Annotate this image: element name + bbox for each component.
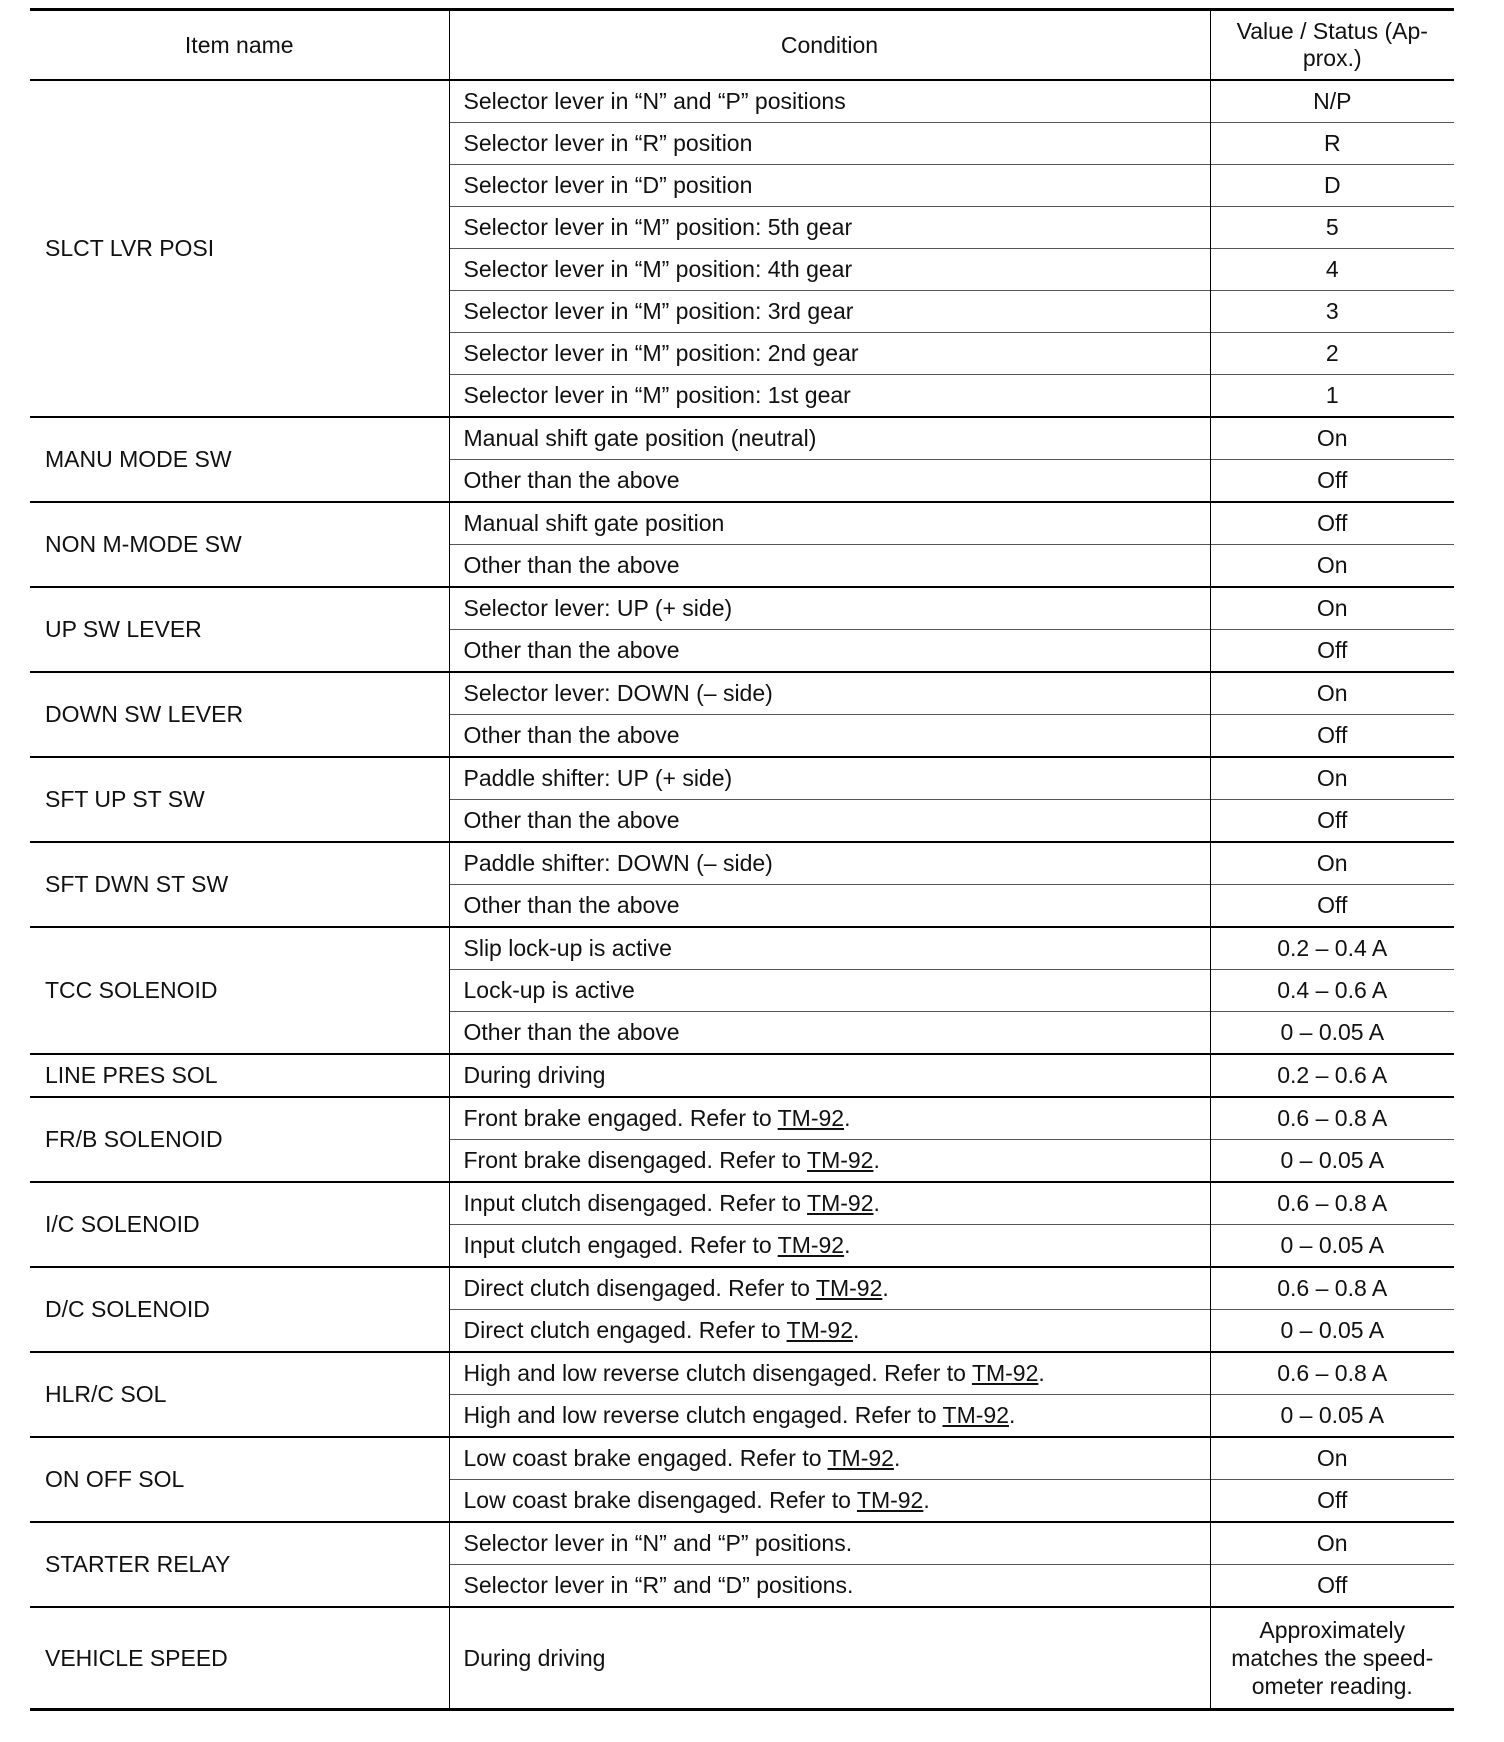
condition-suffix: .	[923, 1487, 930, 1513]
value-status-cell: Off	[1210, 1565, 1454, 1608]
condition-cell	[449, 1182, 1210, 1225]
condition-cell: Selector lever in “M” position: 3rd gear	[449, 291, 1210, 333]
value-status-cell: On	[1210, 757, 1454, 800]
condition-suffix: .	[844, 1232, 851, 1258]
item-name-cell: NON M-MODE SW	[30, 502, 449, 587]
table-row	[30, 80, 1454, 123]
value-status-cell: 0.6 – 0.8 A	[1210, 1267, 1454, 1310]
condition-cell: Other than the above	[449, 715, 1210, 758]
condition-suffix: .	[882, 1275, 889, 1301]
condition-cell: Manual shift gate position	[449, 502, 1210, 545]
condition-cell	[449, 1225, 1210, 1268]
table-row	[30, 672, 1454, 715]
condition-suffix: .	[853, 1317, 860, 1343]
reference-link[interactable]: TM-92	[827, 1445, 894, 1471]
value-status-cell: On	[1210, 587, 1454, 630]
condition-cell: During driving	[449, 1054, 1210, 1097]
condition-cell: Selector lever in “N” and “P” positions	[449, 80, 1210, 123]
item-name-cell: I/C SOLENOID	[30, 1182, 449, 1267]
table-row	[30, 1267, 1454, 1310]
header-condition: Condition	[449, 10, 1210, 81]
condition-cell: Lock-up is active	[449, 970, 1210, 1012]
condition-cell: Other than the above	[449, 885, 1210, 928]
table-row	[30, 1352, 1454, 1395]
table-row	[30, 587, 1454, 630]
header-value-status: Value / Status (Ap-prox.)	[1210, 10, 1454, 81]
reference-link[interactable]: TM-92	[815, 1275, 883, 1301]
condition-cell: Other than the above	[449, 630, 1210, 673]
table-row	[30, 842, 1454, 885]
condition-cell	[449, 1097, 1210, 1140]
condition-cell	[449, 1437, 1210, 1480]
value-status-cell: 2	[1210, 333, 1454, 375]
condition-cell: Other than the above	[449, 800, 1210, 843]
value-status-cell: 0 – 0.05 A	[1210, 1395, 1454, 1438]
reference-link[interactable]: TM-92	[942, 1402, 1009, 1428]
table-row	[30, 1182, 1454, 1225]
value-status-cell: 0.6 – 0.8 A	[1210, 1097, 1454, 1140]
item-name-cell: MANU MODE SW	[30, 417, 449, 502]
item-name-cell: ON OFF SOL	[30, 1437, 449, 1522]
value-status-cell: 3	[1210, 291, 1454, 333]
header-row	[30, 10, 1454, 81]
condition-cell	[449, 1480, 1210, 1523]
condition-cell: Selector lever in “M” position: 2nd gear	[449, 333, 1210, 375]
condition-cell: Slip lock-up is active	[449, 927, 1210, 970]
condition-text: Input clutch disengaged. Refer to	[463, 1190, 808, 1216]
value-status-cell: 1	[1210, 375, 1454, 418]
item-name-cell: FR/B SOLENOID	[30, 1097, 449, 1182]
value-status-cell: 5	[1210, 207, 1454, 249]
condition-cell: Manual shift gate position (neutral)	[449, 417, 1210, 460]
condition-suffix: .	[873, 1147, 880, 1173]
table-row	[30, 1054, 1454, 1097]
value-status-cell: Off	[1210, 800, 1454, 843]
value-status-cell: Off	[1210, 502, 1454, 545]
table-row	[30, 1437, 1454, 1480]
header-item-name: Item name	[30, 10, 449, 81]
item-name-cell: SLCT LVR POSI	[30, 80, 449, 417]
condition-suffix: .	[873, 1190, 880, 1216]
condition-cell: During driving	[449, 1607, 1210, 1710]
table-body	[30, 80, 1454, 1710]
value-status-cell: 0 – 0.05 A	[1210, 1012, 1454, 1055]
value-status-cell: Off	[1210, 460, 1454, 503]
condition-cell: Paddle shifter: DOWN (– side)	[449, 842, 1210, 885]
condition-cell: Selector lever in “M” position: 4th gear	[449, 249, 1210, 291]
value-status-cell: 0.2 – 0.6 A	[1210, 1054, 1454, 1097]
value-status-cell: On	[1210, 842, 1454, 885]
condition-cell	[449, 1310, 1210, 1353]
condition-cell: Selector lever in “D” position	[449, 165, 1210, 207]
value-status-cell: On	[1210, 545, 1454, 588]
condition-cell: Selector lever in “N” and “P” positions.	[449, 1522, 1210, 1565]
item-name-cell: SFT DWN ST SW	[30, 842, 449, 927]
value-status-cell: Off	[1210, 1480, 1454, 1523]
value-status-cell: R	[1210, 123, 1454, 165]
condition-cell	[449, 1140, 1210, 1183]
reference-link[interactable]: TM-92	[786, 1317, 853, 1343]
condition-cell	[449, 1352, 1210, 1395]
condition-text: High and low reverse clutch engaged. Refer to	[463, 1402, 943, 1428]
item-name-cell: DOWN SW LEVER	[30, 672, 449, 757]
value-status-cell: On	[1210, 672, 1454, 715]
condition-cell: Selector lever in “R” position	[449, 123, 1210, 165]
item-name-cell: STARTER RELAY	[30, 1522, 449, 1607]
reference-link[interactable]: TM-92	[777, 1232, 845, 1258]
table-row	[30, 927, 1454, 970]
item-name-cell: LINE PRES SOL	[30, 1054, 449, 1097]
condition-text: Direct clutch disengaged. Refer to	[463, 1275, 816, 1301]
table-row	[30, 1097, 1454, 1140]
condition-cell: Selector lever: UP (+ side)	[449, 587, 1210, 630]
table-row	[30, 502, 1454, 545]
value-status-cell: N/P	[1210, 80, 1454, 123]
condition-cell	[449, 1395, 1210, 1438]
value-status-cell: On	[1210, 1522, 1454, 1565]
reference-link[interactable]: TM-92	[777, 1105, 845, 1131]
value-status-cell: 4	[1210, 249, 1454, 291]
condition-suffix: .	[893, 1445, 901, 1471]
table-row	[30, 1522, 1454, 1565]
item-name-cell: D/C SOLENOID	[30, 1267, 449, 1352]
condition-cell: Other than the above	[449, 1012, 1210, 1055]
condition-cell: Other than the above	[449, 460, 1210, 503]
condition-suffix: .	[1038, 1360, 1045, 1386]
table-row	[30, 757, 1454, 800]
reference-link[interactable]: TM-92	[856, 1487, 924, 1513]
value-status-cell: On	[1210, 1437, 1454, 1480]
condition-suffix: .	[844, 1105, 851, 1131]
value-status-cell: Off	[1210, 885, 1454, 928]
item-name-cell: TCC SOLENOID	[30, 927, 449, 1054]
value-status-cell: D	[1210, 165, 1454, 207]
condition-cell: Selector lever: DOWN (– side)	[449, 672, 1210, 715]
value-status-cell: On	[1210, 417, 1454, 460]
value-status-cell: 0.2 – 0.4 A	[1210, 927, 1454, 970]
table-row	[30, 417, 1454, 460]
condition-text: Direct clutch engaged. Refer to	[463, 1317, 787, 1343]
value-status-cell: 0.6 – 0.8 A	[1210, 1352, 1454, 1395]
value-status-cell: Off	[1210, 715, 1454, 758]
value-status-cell: 0 – 0.05 A	[1210, 1310, 1454, 1353]
value-status-cell: 0.4 – 0.6 A	[1210, 970, 1454, 1012]
condition-cell: Other than the above	[449, 545, 1210, 588]
data-monitor-table	[30, 8, 1454, 1711]
condition-suffix: .	[1008, 1402, 1016, 1428]
condition-text: Input clutch engaged. Refer to	[463, 1232, 778, 1258]
condition-text: High and low reverse clutch disengaged. Refer to	[463, 1360, 972, 1386]
condition-text: Front brake engaged. Refer to	[463, 1105, 778, 1131]
table-header	[30, 10, 1454, 81]
condition-cell: Selector lever in “M” position: 5th gear	[449, 207, 1210, 249]
value-status-cell: Off	[1210, 630, 1454, 673]
item-name-cell: UP SW LEVER	[30, 587, 449, 672]
condition-text: Low coast brake disengaged. Refer to	[463, 1487, 857, 1513]
condition-text: Front brake disengaged. Refer to	[463, 1147, 808, 1173]
condition-cell	[449, 1267, 1210, 1310]
reference-link[interactable]: TM-92	[971, 1360, 1039, 1386]
value-status-cell: Approximately matches the speed-ometer reading.	[1210, 1607, 1454, 1710]
reference-link[interactable]: TM-92	[807, 1147, 874, 1173]
condition-cell: Selector lever in “M” position: 1st gear	[449, 375, 1210, 418]
condition-text: Low coast brake engaged. Refer to	[463, 1445, 828, 1471]
condition-cell: Selector lever in “R” and “D” positions.	[449, 1565, 1210, 1608]
item-name-cell: VEHICLE SPEED	[30, 1607, 449, 1710]
reference-link[interactable]: TM-92	[807, 1190, 874, 1216]
item-name-cell: HLR/C SOL	[30, 1352, 449, 1437]
value-status-cell: 0 – 0.05 A	[1210, 1140, 1454, 1183]
value-status-cell: 0.6 – 0.8 A	[1210, 1182, 1454, 1225]
table-row	[30, 1607, 1454, 1710]
item-name-cell: SFT UP ST SW	[30, 757, 449, 842]
condition-cell: Paddle shifter: UP (+ side)	[449, 757, 1210, 800]
value-status-cell: 0 – 0.05 A	[1210, 1225, 1454, 1268]
